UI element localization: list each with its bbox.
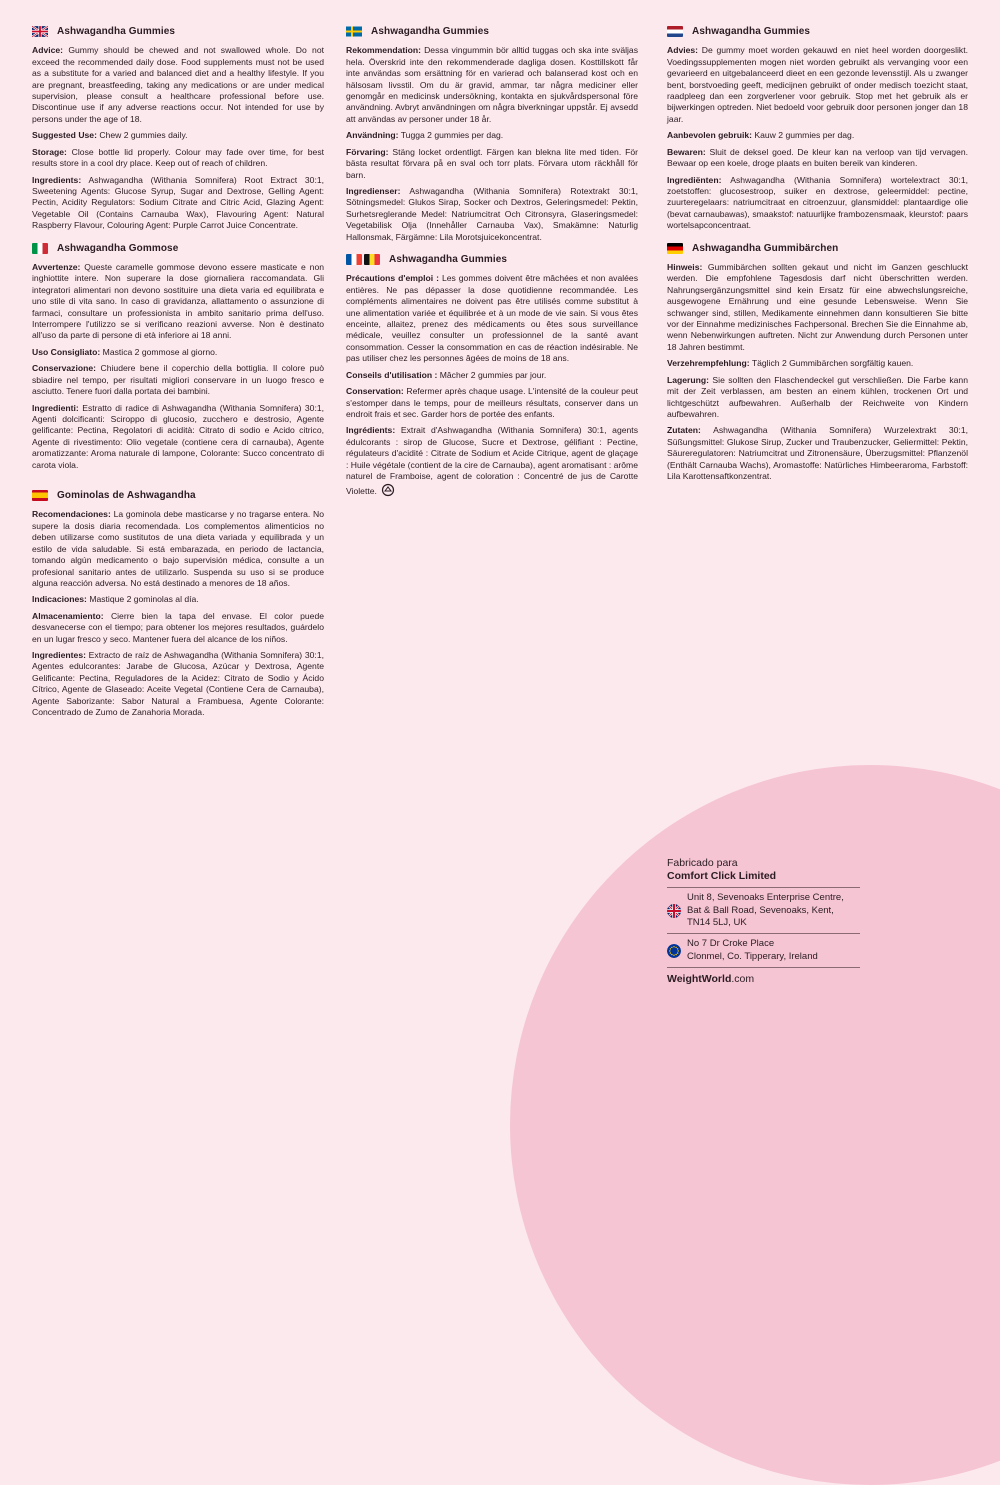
ingredients-text: Ashwagandha (Withania Somnifera) Rotextrakt 30:1, Sötningsmedel: Glukos Sirap, Socker och Dextros, Geleringsmedel: Pektin, Surhetsreglerande Medel: Natriumcitrat Och Citronsyra, Glaseringsmedel: Vegetabilisk Olja (Innehåller Carnauba Vax), Smakämne: Naturlig Hallonsmak, Färgämne: Lila Morotsjuicekoncentrat. — [346, 185, 638, 242]
advice-text: La gominola debe masticarse y no tragarse entera. No supere la dosis diaria recomendada. Los complementos alimenticios no deben utilizarse como sustitutos de una dieta variada y equilibrada y un estilo de vida saludable. Si está embarazada, en periodo de lactancia, tomando algún medicamento o bajo supervisión médica, consulte a un profesional sanitario antes de utilizarlo. Suspenda su uso si se produce alguna reacción adversa. No está destinado a menores de 18 años. — [32, 509, 324, 588]
ingredients-label: Ingrediënten: — [667, 174, 722, 185]
storage-text: Close bottle lid properly. Colour may fade over time, for best results store in a cool dry place. Keep out of reach of children. — [32, 146, 325, 169]
use-label: Indicaciones: — [32, 594, 87, 605]
use-label: Conseils d'utilisation : — [346, 369, 438, 380]
storage-text: Refermer après chaque usage. L'intensité de la couleur peut s'estomper dans le temps, pour de meilleurs résultats, conserver dans un endroit frais et sec. Garder hors de portée des enfants. — [346, 386, 638, 419]
divider — [667, 967, 860, 968]
use-label: Uso Consigliato: — [32, 346, 101, 357]
section-title: Ashwagandha Gummies — [692, 26, 811, 37]
advice-label: Advies: — [667, 45, 699, 56]
section-title: Ashwagandha Gummies — [389, 254, 508, 266]
section-title: Ashwagandha Gummibärchen — [692, 242, 839, 254]
use-text: Tugga 2 gummies per dag. — [400, 130, 504, 141]
storage-text: Stäng locket ordentligt. Färgen kan blekna lite med tiden. För bästa resultat förvara på en sval och torr plats. Förvara utom räckhåll för barn. — [346, 146, 638, 180]
storage-label: Bewaren: — [667, 146, 706, 157]
use-label: Suggested Use: — [32, 130, 97, 141]
storage-text: Chiudere bene il coperchio della bottiglia. Il colore può sbiadire nel tempo, per risultati migliori conservare in un luogo fresco e asciutto. Tenere fuori dalla portata dei bambini. — [32, 363, 324, 397]
netherlands-flag-icon — [667, 26, 683, 37]
section-title: Ashwagandha Gummies — [57, 26, 176, 37]
website-brand: WeightWorld — [667, 972, 732, 985]
section-french — [346, 253, 638, 500]
advice-text: Gummy should be chewed and not swallowed whole. Do not exceed the recommended daily dose. Food supplements must not be used as a substitute for a varied and balanced diet and a healthy lifestyle. If you are pregnant, breastfeeding, taking any medications or are under medical supervision, please consult a healthcare professional before use. Discontinue use if any adverse reactions occur. Not intended for use by persons under the age of 18. — [32, 45, 325, 124]
storage-text: Cierre bien la tapa del envase. El color puede desvanecerse con el tiempo; para obtener los mejores resultados, guárdelo en un lugar fresco y seco. Mantener fuera del alcance de los niños. — [32, 610, 324, 644]
section-italian — [32, 242, 324, 471]
advice-label: Advice: — [32, 45, 64, 56]
uk-flag-icon — [667, 904, 681, 918]
advice-label: Hinweis: — [667, 261, 703, 272]
ingredients-text: Ashwagandha (Withania Somnifera) Wurzelextrakt 30:1, Süßungsmittel: Glukose Sirup, Zucker und Traubenzucker, Geliermittel: Pektin, Säureregulatoren: Natriumcitrat und Zitronensäure, Überzugsmittel: Pflanzenöl (Enthält Carnauba Wachs), Aromastoffe: Natürliches Himbeeraroma, Farbstoff: Lila Karottensaftkonzentrat. — [667, 425, 968, 482]
uk-address-line-1: Unit 8, Sevenoaks Enterprise Centre, — [687, 892, 844, 904]
use-text: Mâcher 2 gummies par jour. — [439, 369, 547, 380]
ingredients-label: Ingredients: — [32, 174, 82, 185]
eu-address — [667, 934, 860, 967]
section-title: Gominolas de Ashwagandha — [57, 490, 196, 502]
advice-text: Dessa vingummin bör alltid tuggas och ska inte sväljas hela. Överskrid inte den rekommenderade dagliga dosen. Kosttillskott får inte användas som ersättning för en varierad och balanserad kost och en hälsosam livsstil. Om du är gravid, ammar, tar några mediciner eller genomgår en medicinsk undersökning, kontakta en sjukvårdspersonal före användning. Avbryt användningen om några biverkningar uppstår. Ej avsedd att användas av personer under 18 år. — [346, 45, 639, 124]
storage-label: Storage: — [32, 146, 67, 157]
italy-flag-icon — [32, 243, 48, 254]
eu-flag-icon — [667, 944, 681, 958]
ingredients-text: Estratto di radice di Ashwagandha (Withania Somnifera) 30:1, Agenti dolcificanti: Sciroppo di glucosio, zucchero e destrosio, Agente gelificante: Pectina, Regolatori di acidità: Citrato di sodio e Acido citrico, Agente di rivestimento: Olio vegetale (contiene cera di carnauba), Agente aromatizzante: Aroma naturale di lampone, Colorante: Succo concentrato di carota viola. — [32, 402, 324, 470]
section-english — [32, 25, 324, 232]
use-text: Chew 2 gummies daily. — [99, 130, 188, 141]
website-domain: .com — [731, 972, 755, 985]
france-flag-icon — [346, 254, 362, 265]
uk-address-line-3: TN14 5LJ, UK — [687, 916, 747, 928]
eu-address-line-1: No 7 Dr Croke Place — [687, 938, 775, 950]
advice-label: Rekommendation: — [346, 45, 421, 56]
ingredients-label: Ingrédients: — [346, 425, 396, 436]
column-right — [667, 25, 968, 493]
advice-text: Gummibärchen sollten gekaut und nicht im Ganzen geschluckt werden. Die empfohlene Tagesdosis darf nicht überschritten werden. Nahrungsergänzungsmittel sind kein Ersatz für eine abwechslungsreiche, ausgewogene Ernährung und eine gesunde Lebensweise. Wenn Sie schwanger sind, stillen, Medikamente einnehmen dann konsultieren Sie bitte vor der Einnahme medizinisches Fachpersonal. Brechen Sie die Einnahme ab, wenn Nebenwirkungen auftreten. Nicht zur Anwendung durch Personen unter 18 Jahren bestimmt. — [667, 261, 968, 352]
uk-address-line-2: Bat & Ball Road, Sevenoaks, Kent, — [687, 904, 834, 916]
eu-address-line-2: Clonmel, Co. Tipperary, Ireland — [687, 950, 818, 962]
use-text: Kauw 2 gummies per dag. — [754, 130, 855, 141]
ingredients-label: Ingredienti: — [32, 402, 79, 413]
ingredients-text: Ashwagandha (Withania Somnifera) Root Extract 30:1, Sweetening Agents: Glucose Syrup, Sugar and Dextrose, Gelling Agent: Pectin, Acidity Regulators: Sodium Citrate and Citric Acid, Glazing Agent: Vegetable Oil (Contains Carnauba Wax), Flavouring Agent: Natural Raspberry Flavour, Colouring Agent: Purple Carrot Juice Concentrate. — [32, 174, 324, 231]
use-label: Aanbevolen gebruik: — [667, 130, 752, 141]
advice-text: Queste caramelle gommose devono essere masticate e non inghiottite intere. Non superare la dose giornaliera raccomandata. Gli integratori alimentari non devono sostituire una dieta varia ed equilibrata e uno stile di vita sano. In caso di gravidanza, allattamento o assunzione di farmaci, consultare un professionista in ambito sanitario prima dell'uso. Interrompere l'utilizzo se si verificano reazioni avverse. Non è destinato all'uso da parte di persone di età inferiore ai 18 anni. — [32, 261, 325, 341]
ingredients-text: Extracto de raíz de Ashwagandha (Withania Somnifera) 30:1, Agentes edulcorantes: Jarabe de Glucosa, Azúcar y Dextrosa, Agente Gelificante: Pectina, Reguladores de la Acidez: Citrato de Sodio y Ácido Cítrico, Agente de Glaseado: Aceite Vegetal (Contiene Cera de Carnauba), Agente Saborizante: Sabor Natural a Frambuesa, Agente Colorante: Concentrado de Zumo de Zanahoria Morada. — [32, 650, 324, 718]
column-left — [32, 25, 324, 729]
manufacturer-label: Fabricado para — [667, 857, 738, 869]
sweden-flag-icon — [346, 26, 362, 37]
section-dutch — [667, 25, 968, 232]
advice-label: Précautions d'emploi : — [346, 273, 439, 284]
use-text: Mastica 2 gommose al giorno. — [102, 346, 218, 357]
website — [667, 973, 860, 985]
advice-label: Recomendaciones: — [32, 509, 111, 520]
storage-label: Conservazione: — [32, 363, 96, 374]
spain-flag-icon — [32, 490, 48, 501]
uk-flag-icon — [32, 26, 48, 37]
ingredients-label: Ingredientes: — [32, 650, 86, 661]
advice-label: Avvertenze: — [32, 261, 81, 272]
recycle-icon — [381, 483, 395, 500]
use-label: Användning: — [346, 130, 399, 141]
storage-label: Lagerung: — [667, 374, 710, 385]
germany-flag-icon — [667, 243, 683, 254]
use-label: Verzehrempfehlung: — [667, 358, 750, 369]
use-text: Täglich 2 Gummibärchen sorgfältig kauen. — [751, 358, 914, 369]
storage-label: Förvaring: — [346, 146, 389, 157]
use-text: Mastique 2 gominolas al día. — [89, 594, 199, 605]
belgium-flag-icon — [364, 254, 380, 265]
ingredients-label: Zutaten: — [667, 425, 701, 436]
storage-label: Conservation: — [346, 386, 404, 397]
storage-text: Sluit de deksel goed. De kleur kan na verloop van tijd vervagen. Bewaar op een koele, droge plaats en buiten bereik van kinderen. — [667, 146, 968, 169]
section-title: Ashwagandha Gummies — [371, 26, 490, 37]
manufacturer-block — [667, 857, 860, 985]
storage-text: Sie sollten den Flaschendeckel gut verschließen. Die Farbe kann mit der Zeit verblassen, am besten an einem kühlen, trockenen Ort und lichtgeschützt aufbewahren. Außerhalb der Reichweite von Kindern aufbewahren. — [667, 374, 968, 419]
ingredients-text: Ashwagandha (Withania Somnifera) wortelextract 30:1, zoetstoffen: glucosestroop, suiker en dextrose, geleermiddel: pectine, zuurteregelaars: natriumcitraat en citroenzuur, glansmiddel: plantaardige olie (bevat carnaubawas), smaakstof: natuurlijke frambozensmaak, kleurstof: paars wortelsapconcentraat. — [667, 174, 968, 231]
section-title: Ashwagandha Gommose — [57, 242, 179, 254]
section-german — [667, 242, 968, 483]
company-name: Comfort Click Limited — [667, 870, 777, 883]
storage-label: Almacenamiento: — [32, 610, 104, 621]
advice-text: De gummy moet worden gekauwd en niet heel worden doorgeslikt. Voedingssupplementen mogen niet worden gebruikt als vervanging voor een gevarieerd en uitgebalanceerd dieet en een gezonde levensstijl. Als u zwanger bent, borstvoeding geeft, medicijnen gebruikt of onder medisch toezicht staat, raadpleeg dan een zorgverlener voor gebruik. Stop met het gebruik als er bijwerkingen optreden. Niet bedoeld voor gebruik door personen jonger dan 18 jaar. — [667, 45, 968, 124]
ingredients-text: Extrait d'Ashwagandha (Withania Somnifera) 30:1, agents édulcorants : sirop de Glucose, Sucre et Dextrose, gélifiant : Pectine, régulateurs d'acidité : Citrate de Sodium et Acide Citrique, agent de glaçage : Huile végétale (contient de la cire de Carnauba), agent aromatisant : arôme naturel de Framboise, agent de coloration : Concentré de jus de Carotte Violette. — [346, 425, 638, 496]
advice-text: Les gommes doivent être mâchées et non avalées entières. Ne pas dépasser la dose quotidienne recommandée. Les compléments alimentaires ne doivent pas être utilisés comme substitut à une alimentation variée et équilibrée et à un mode de vie sain. Si vous êtes enceinte, allaitez, prenez des médicaments ou êtes sous surveillance médicale, veuillez consulter un professionnel de la santé avant consommation. Cesser la consommation en cas de réaction indésirable. Ne pas utiliser chez les personnes âgées de moins de 18 ans. — [346, 273, 638, 364]
section-swedish — [346, 25, 638, 243]
uk-address — [667, 888, 860, 933]
column-middle — [346, 25, 638, 510]
ingredients-label: Ingredienser: — [346, 185, 401, 196]
section-spanish — [32, 489, 324, 718]
